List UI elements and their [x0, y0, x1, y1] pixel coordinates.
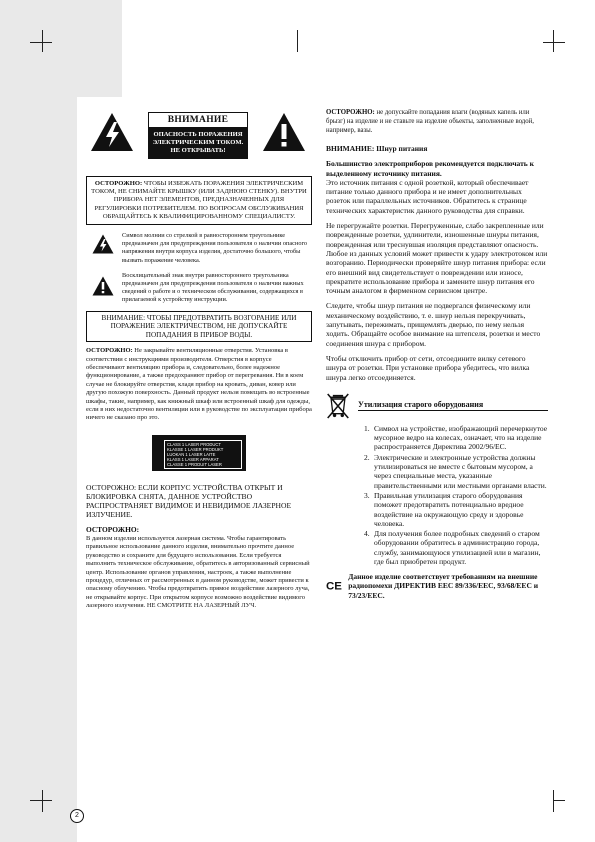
warning-subtitle: ОПАСНОСТЬ ПОРАЖЕНИЯ ЭЛЕКТРИЧЕСКИМ ТОКОМ. НЕ ОТКРЫВАТЬ! [149, 128, 247, 158]
symbol-lightning-text: Символ молнии со стрелкой в равностороннем треугольнике предназначен для предупреждения пользователя о наличии опасного напряжения внутри корпуса изделия, достаточно большого, чтобы вызвать поражение человека. [122, 232, 308, 264]
water-text: не допускайте попадания влаги (водяных капель или брызг) на изделие и не ставьте на изделие объекты, заполненные водой, например, вазы. [326, 109, 535, 134]
warning-header [86, 108, 312, 168]
disposal-heading [326, 390, 548, 422]
laser-label-line: KLASSE 1 LASER PRODUKT [167, 446, 224, 452]
crop-mark [42, 790, 43, 812]
water-label: ОСТОРОЖНО: [326, 109, 375, 116]
laser-caution-label [86, 526, 312, 534]
list-item-text: Символ на устройстве, изображающий перечеркнутое мусорное ведро на колесах, означает, что на изделие распространяется Директива 2002/96/ЕС. [374, 423, 548, 452]
fire-warning-box: ВНИМАНИЕ: ЧТОБЫ ПРЕДОТВРАТИТЬ ВОЗГОРАНИЕ ИЛИ ПОРАЖЕНИЕ ЭЛЕКТРИЧЕСТВОМ, НЕ ДОПУСКАЙТЕ ПОПАДАНИЯ В ПРИБОР ВОДЫ. [86, 311, 312, 343]
symbol-lightning-row [86, 232, 312, 265]
left-column [86, 108, 312, 611]
crossed-bin-icon [326, 390, 350, 422]
exclamation-triangle-icon [262, 112, 306, 152]
list-item-text: Для получения более подробных сведений о старом оборудовании обратитесь в администрацию города, службу, занимающуюся утилизацией или в магазин, где был приобретен продукт. [374, 529, 541, 566]
laser-label-line: LUOKAN 1 LASER LAITE [167, 451, 216, 457]
list-item-number: 4. [364, 529, 370, 539]
ventilation-text: Не закрывайте вентиляционные отверстия. Установка в соответствии с инструкциями производителя. Отверстия в корпусе обеспечивают вентиляцию прибора и, следовательно, более надежное функционирование, а также предохраняют прибор от перегревания. Ни в коем случае не блокируйте отверстия, кладя прибор на кровать, диван, ковер или другую похожую поверхность. Данный продукт нельзя помещать во встроенные шкафы, такие, например, как книжный шкаф или встроенный шкаф для одежды, если в них недостаточно вентиляции или в руководстве по эксплуатации прибора ничего не сказано про это. [86, 347, 312, 422]
ce-compliance-row [326, 572, 548, 600]
power-cord-p2: Не перегружайте розетки. Перегруженные, слабо закрепленные или поврежденные розетки, удлинители, изношенные шнуры питания, поврежденная или треснувшая изоляция представляют опасность. Любое из данных условий может привести к удару электротоком или возгоранию. Периодически проверяйте шнур питания прибора: если его внешний вид свидетельствует о повреждении или износе, прекратите использование прибора и замените шнур питания его точным аналогом в фирменном сервисном центре. [326, 221, 548, 296]
symbol-exclaim-text: Восклицательный знак внутри равностороннего треугольника предназначен для предупреждения пользователя о наличии важных сведений о работе и о техническом обслуживании, содержащихся в прилагаемой к устройству инструкции. [122, 271, 304, 304]
list-item-number: 3. [364, 490, 370, 500]
list-item [364, 491, 548, 528]
laser-label-line: CLASS 1 LASER PRODUCT [167, 441, 221, 447]
caution-text: ЧТОБЫ ИЗБЕЖАТЬ ПОРАЖЕНИЯ ЭЛЕКТРИЧЕСКИМ ТОКОМ, НЕ СНИМАЙТЕ КРЫШКУ (ИЛИ ЗАДНЮЮ СТЕНКУ). ВНУТРИ ПРИБОРА НЕТ ЭЛЕМЕНТОВ, ПРЕДНАЗНАЧЕННЫХ ДЛЯ РЕГУЛИРОВКИ ПОТРЕБИТЕЛЕМ. ПО ВОПРОСАМ ОБСЛУЖИВАНИЯ ОБРАЩАЙТЕСЬ К КВАЛИФИЦИРОВАННОМУ СПЕЦИАЛИСТУ. [91, 180, 307, 220]
disposal-list [364, 424, 548, 566]
ventilation-label: ОСТОРОЖНО: [86, 347, 133, 355]
power-cord-p4: Чтобы отключить прибор от сети, отсоедините вилку сетевого шнура от розетки. При установке прибора убедитесь, что вилка шнура легко отсоединяется. [326, 353, 530, 382]
laser-caution-text: В данном изделии используется лазерная система. Чтобы гарантировать правильное использование данного изделия, внимательно прочтите данное руководство и сохраните для будущего использования. Если требуется выполнить техническое обслуживание, обратитесь в авторизованный сервисный центр. Использование органов управления, настроек, а также выполнение процедур, отличных от рассмотренных в данном руководстве, может привести к опасному облучению. Чтобы предотвратить прямое воздействие лазерного луча, не открывайте корпус. При открытом корпусе возможно воздействие видимого лазерного излучения. НЕ СМОТРИТЕ НА ЛАЗЕРНЫЙ ЛУЧ. [86, 535, 310, 610]
crop-mark [30, 42, 52, 43]
list-item [364, 453, 548, 490]
ce-mark-icon [326, 572, 342, 598]
laser-caution-heading: ОСТОРОЖНО: [86, 524, 140, 534]
power-cord-p3: Следите, чтобы шнур питания не подвергался физическому или механическому воздействию, т. е. шнур нельзя перекручивать, запутывать, пережимать, прищемлять дверью, по нему нельзя ходить. Обращайте особое внимание на штепселя, розетки и место соединения шнура с прибором. [326, 301, 541, 348]
right-column [326, 108, 548, 600]
crop-mark [543, 42, 565, 43]
lightning-triangle-icon [90, 112, 134, 152]
exclamation-small-icon [92, 276, 114, 296]
list-item [364, 424, 548, 452]
crop-mark [30, 800, 52, 801]
crop-mark [553, 790, 554, 812]
power-cord-heading: ВНИМАНИЕ: Шнур питания [326, 144, 428, 153]
list-item-number: 2. [364, 452, 370, 462]
crop-mark [297, 30, 298, 52]
lightning-small-icon [92, 234, 114, 254]
laser-label-line: KLASS 1 LASER APPARAT [167, 457, 219, 463]
list-item-text: Электрические и электронные устройства должны утилизироваться не вместе с бытовым мусором, а через специальные места, указанные правительственными или местными органами власти. [374, 452, 547, 490]
power-cord-p1: Это источник питания с одной розеткой, который обеспечивает питание только данного прибора и не имеет дополнительных розеток или параллельных источников. Обратитесь к странице технических характеристик данного руководства для справки. [326, 177, 529, 215]
ce-compliance-text: Данное изделие соответствует требованиям на внешние радиопомехи ДИРЕКТИВ ЕЕС 89/336/EEC, 93/68/EEC и 73/23/EEC. [348, 572, 539, 600]
ventilation-paragraph [86, 347, 312, 423]
ce-mark-text: CE [326, 580, 342, 593]
list-item [364, 529, 548, 566]
warning-label [148, 112, 248, 159]
laser-label-line: CLASSE 1 PRODUIT LASER [167, 462, 222, 468]
list-item-text: Правильная утилизация старого оборудования поможет предотвратить потенциально вредное воздействие на окружающую среду и здоровье человека. [374, 490, 524, 528]
crop-mark [42, 30, 43, 52]
laser-class-label [152, 435, 246, 471]
list-item-number: 1. [364, 423, 370, 433]
laser-open-warning: ОСТОРОЖНО: ЕСЛИ КОРПУС УСТРОЙСТВА ОТКРЫТ И БЛОКИРОВКА СНЯТА, ДАННОЕ УСТРОЙСТВО РАСПРОСТРАНЯЕТ ВИДИМОЕ И НЕВИДИМОЕ ЛАЗЕРНОЕ ИЗЛУЧЕНИЕ. [86, 482, 292, 520]
water-paragraph [326, 108, 548, 135]
page-number: 2 [70, 809, 84, 823]
crop-mark [553, 30, 554, 52]
power-cord-lead: Большинство электроприборов рекомендуется подключать к выделенному источнику питания. [326, 159, 534, 178]
caution-label: ОСТОРОЖНО: [94, 180, 143, 187]
warning-title: ВНИМАНИЕ [149, 113, 247, 128]
disposal-title: Утилизация старого оборудования [358, 400, 548, 411]
caution-box [86, 176, 312, 225]
symbol-exclaim-row [86, 272, 312, 305]
